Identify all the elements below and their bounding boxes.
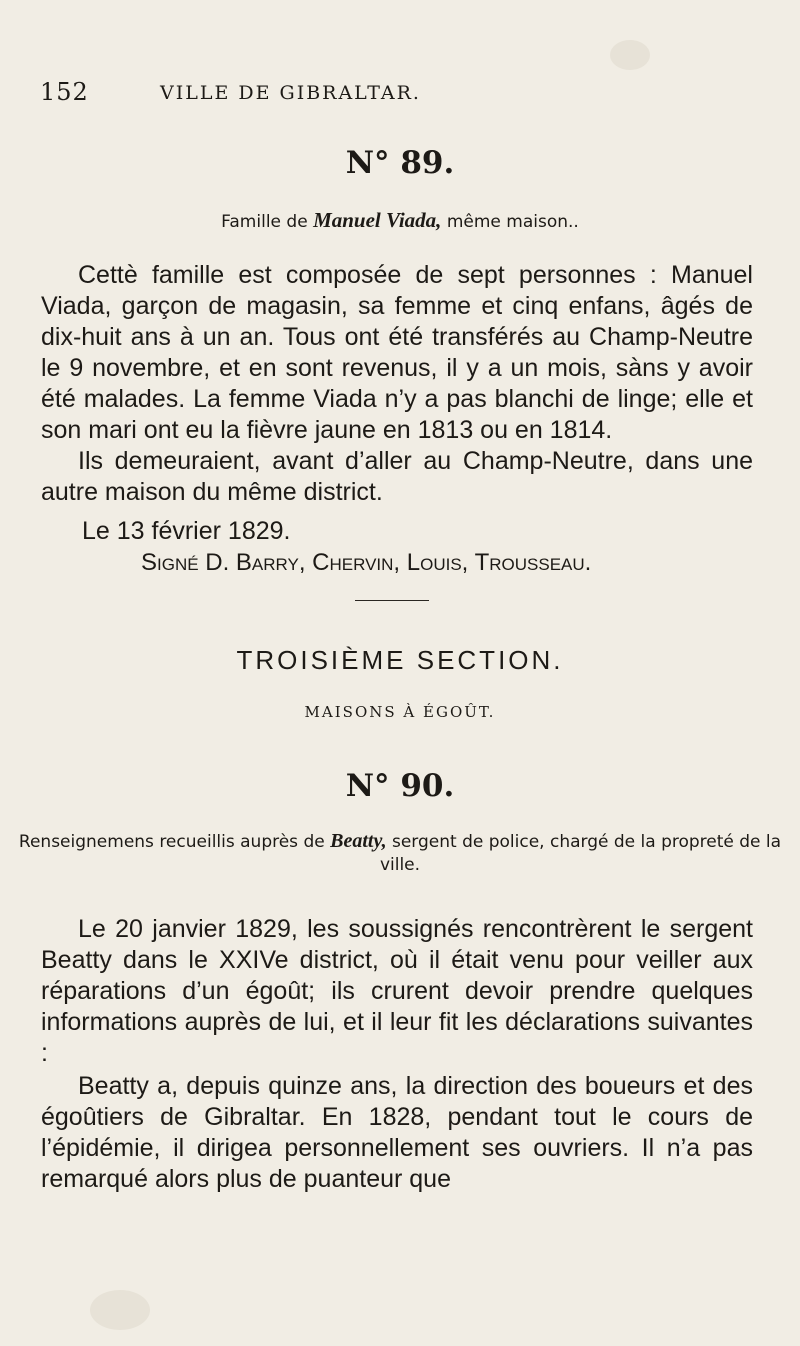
paper-stain (610, 40, 650, 70)
section-title: TROISIÈME SECTION. (236, 645, 564, 675)
entry-90-paragraph-2: Beatty a, depuis quinze ans, la direction des boueurs et des égoûtiers de Gibraltar. En 1828, pendant tout le cours de l’épidémie, il dirigea personnellement ses ouvriers. Il n’a pas remarqué alors plus de puanteur que (41, 1072, 753, 1193)
note-suffix: sergent de police, chargé de la propreté de la ville. (379, 832, 782, 875)
subtitle-suffix: même maison.. (441, 212, 579, 232)
entry-89-paragraph-1: Cettè famille est composée de sept personnes : Manuel Viada, garçon de magasin, sa femme et cinq enfans, âgés de dix-huit ans à un an. Tous ont été transférés au Champ-Neutre le 9 novembre, et en sont revenus, il y a un mois, sàns y avoir été malades. La femme Viada n’y a pas blanchi de linge; elle et son mari ont eu la fièvre jaune en 1813 ou en 1814. (41, 261, 753, 444)
note-prefix: Renseignemens recueillis auprès de (18, 832, 331, 852)
section-subtitle: MAISONS À ÉGOÛT. (304, 703, 496, 721)
entry-89-body (41, 260, 753, 508)
subtitle-family-name: Manuel Viada, (313, 208, 442, 232)
entry-90-body (41, 914, 753, 1195)
entry-90-note (0, 830, 800, 877)
running-head (0, 78, 800, 108)
entry-90-paragraph-1: Le 20 janvier 1829, les soussignés rencontrèrent le sergent Beatty dans le XXIVe district, où il était venu pour veiller aux réparations d’un égoût; ils crurent devoir prendre quelques informations auprès de lui, et il leur fit les déclarations suivantes : (41, 915, 753, 1067)
page-number: 152 (40, 78, 89, 106)
entry-89-subtitle (0, 208, 800, 233)
paper-stain (90, 1290, 150, 1330)
entry-number-90: N° 90. (345, 768, 455, 804)
note-name: Beatty, (330, 830, 387, 852)
section-divider (355, 600, 429, 601)
running-title: VILLE DE GIBRALTAR. (160, 82, 421, 104)
entry-89-paragraph-2: Ils demeuraient, avant d’aller au Champ-Neutre, dans une autre maison du même district. (41, 447, 753, 506)
entry-number-89: N° 89. (345, 145, 455, 181)
entry-89-signature: Signé D. Barry, Chervin, Louis, Trousseau. (141, 549, 592, 576)
subtitle-prefix: Famille de (221, 212, 314, 232)
entry-89-date: Le 13 février 1829. (82, 517, 291, 545)
